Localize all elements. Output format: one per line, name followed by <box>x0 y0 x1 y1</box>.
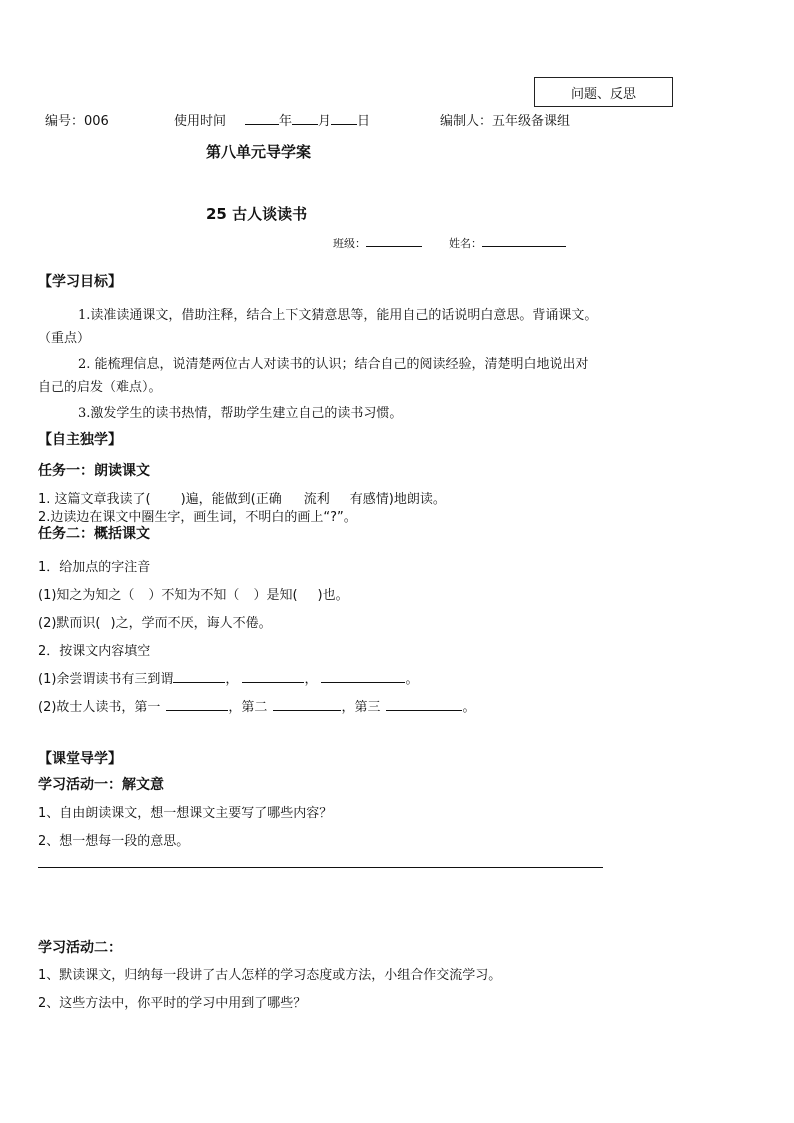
year-label: 年 <box>279 114 293 129</box>
class-blank[interactable] <box>366 235 422 247</box>
reflection-label: 问题、反思 <box>570 86 636 102</box>
unit-title: 第八单元导学案 <box>206 143 312 161</box>
class-label: 班级： <box>333 237 366 250</box>
objective-3: 3.激发学生的读书热情，帮助学生建立自己的读书习惯。 <box>78 406 403 421</box>
q2b-blank2[interactable] <box>273 697 341 711</box>
q2b-blank3[interactable] <box>386 697 462 711</box>
q1b-part1: (2)默而识( <box>38 616 101 631</box>
q1a-part2: ）不知为不知（ <box>148 588 240 603</box>
month-blank[interactable] <box>292 111 318 125</box>
task1-line1-c: 流利 <box>303 492 330 507</box>
lesson-title: 25 古人谈读书 <box>206 205 308 223</box>
reflection-box <box>534 77 673 107</box>
q1-line-a <box>38 584 349 603</box>
q2a-blank3[interactable] <box>321 669 405 683</box>
q2a-part4: 。 <box>405 672 419 687</box>
objectives-heading: 【学习目标】 <box>38 274 122 290</box>
q1-title: 1．给加点的字注音 <box>38 560 151 575</box>
q1b-part2: )之，学而不厌，诲人不倦。 <box>110 616 272 631</box>
q2b-part1: (2)故士人读书，第一 <box>38 700 161 715</box>
q1a-part1: (1)知之为知之（ <box>38 588 135 603</box>
time-label: 使用时间 <box>174 114 227 129</box>
self-study-heading: 【自主独学】 <box>38 432 122 448</box>
objective-1: 1.读准读通课文，借助注释，结合上下文猜意思等，能用自己的话说明白意思。背诵课文。 <box>78 308 598 323</box>
class-name-row <box>333 235 566 251</box>
task1-line1 <box>38 488 446 507</box>
month-label: 月 <box>318 114 332 129</box>
activity1-q1: 1、自由朗读课文，想一想课文主要写了哪些内容？ <box>38 806 333 821</box>
activity2-title: 学习活动二： <box>38 940 122 956</box>
objective-1-cont: （重点） <box>38 331 91 346</box>
answer-line[interactable] <box>38 867 603 868</box>
editor: 编制人：五年级备课组 <box>440 114 571 129</box>
year-blank[interactable] <box>245 111 279 125</box>
activity2-q1: 1、默读课文，归纳每一段讲了古人怎样的学习态度或方法，小组合作交流学习。 <box>38 968 502 983</box>
task1-line1-a: 1. 这篇文章我读了( <box>38 492 151 507</box>
day-blank[interactable] <box>331 111 357 125</box>
q1-line-b <box>38 612 272 631</box>
day-label: 日 <box>357 114 371 129</box>
q2-title: 2．按课文内容填空 <box>38 644 151 659</box>
name-blank[interactable] <box>482 235 566 247</box>
q2-line-b <box>38 696 475 715</box>
activity2-q2: 2、这些方法中，你平时的学习中用到了哪些？ <box>38 996 307 1011</box>
q2b-part4: 。 <box>462 700 476 715</box>
objective-2-cont: 自己的启发（难点）。 <box>38 380 162 395</box>
name-label: 姓名： <box>449 237 482 250</box>
q2a-part1: (1)余尝谓读书有三到谓 <box>38 672 174 687</box>
q1a-part4: )也。 <box>317 588 349 603</box>
q2a-blank1[interactable] <box>173 669 225 683</box>
q1a-part3: ）是知( <box>253 588 298 603</box>
doc-number: 编号：006 <box>45 114 109 129</box>
activity1-q2: 2、想一想每一段的意思。 <box>38 834 190 849</box>
task1-line1-b: )遍，能做到(正确 <box>180 492 282 507</box>
q2-line-a <box>38 668 418 687</box>
q2b-part2: ，第二 <box>228 700 268 715</box>
task1-title: 任务一：朗读课文 <box>38 463 150 479</box>
activity1-title: 学习活动一：解文意 <box>38 777 164 793</box>
task1-line1-d: 有感情)地朗读。 <box>349 492 446 507</box>
task2-title: 任务二：概括课文 <box>38 526 150 542</box>
q2b-part3: ，第三 <box>341 700 381 715</box>
q2a-part3: ， <box>304 672 318 687</box>
q2a-blank2[interactable] <box>242 669 304 683</box>
date-blanks <box>245 110 370 129</box>
q2a-part2: ， <box>225 672 239 687</box>
objective-2: 2. 能梳理信息，说清楚两位古人对读书的认识；结合自己的阅读经验，清楚明白地说出对 <box>78 357 589 372</box>
task1-line2: 2.边读边在课文中圈生字，画生词，不明白的画上“?”。 <box>38 510 357 525</box>
class-guide-heading: 【课堂导学】 <box>38 751 122 767</box>
q2b-blank1[interactable] <box>166 697 228 711</box>
